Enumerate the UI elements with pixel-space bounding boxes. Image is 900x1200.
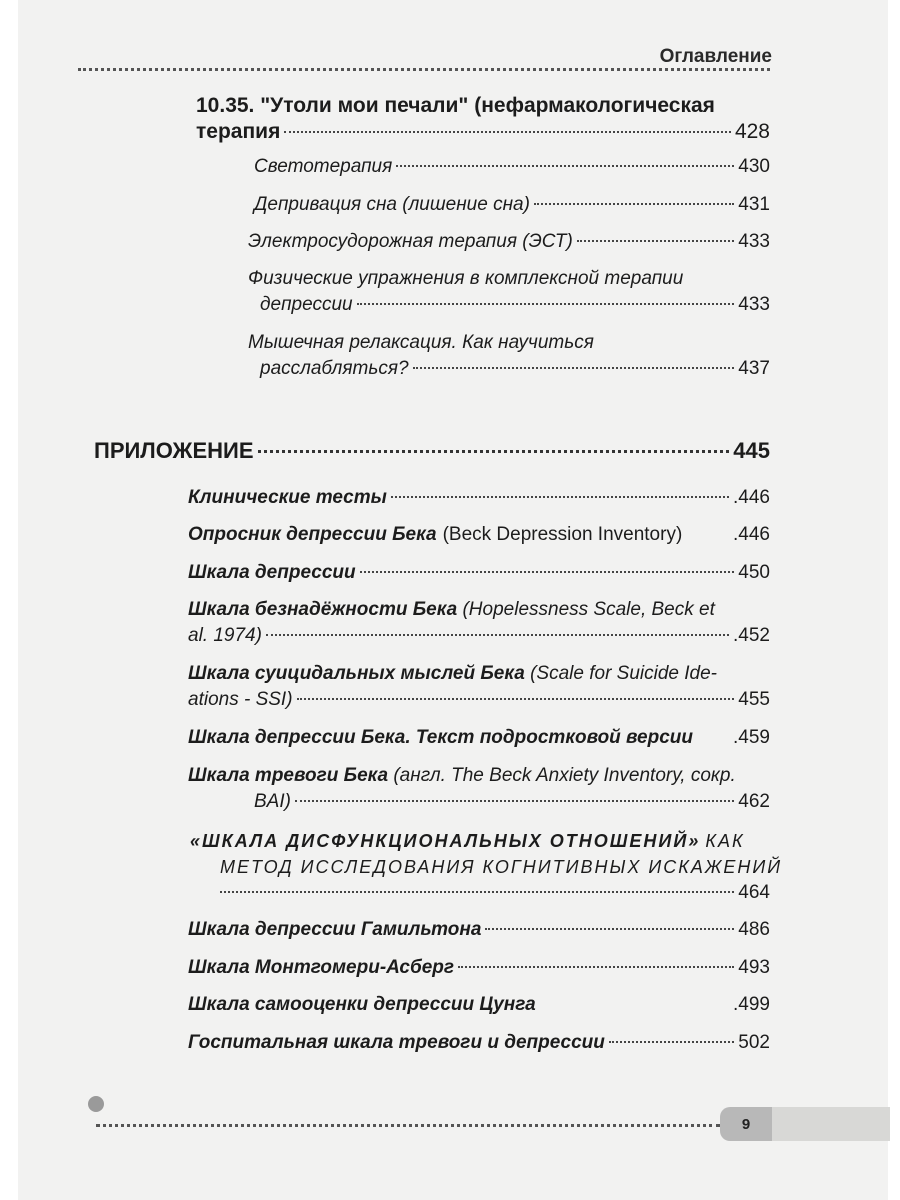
page-number: .452: [733, 625, 770, 646]
toc-entry-title-text: «ШКАЛА ДИСФУНКЦИОНАЛЬНЫХ ОТНОШЕНИЙ»: [190, 831, 701, 851]
toc-entry-title: Шкала самооценки депрессии Цунга: [188, 994, 536, 1015]
toc-entry-title-cont: расслабляться?: [260, 358, 409, 379]
leader-dots: [534, 203, 734, 205]
page-number: 502: [738, 1032, 770, 1053]
page-number: 493: [738, 957, 770, 978]
page-number: 445: [733, 438, 770, 463]
page-number: 464: [738, 882, 770, 903]
toc-entry[interactable]: [260, 356, 770, 382]
page-number: 486: [738, 919, 770, 940]
toc-entry-title[interactable]: Физические упражнения в комплексной терапии: [248, 268, 684, 289]
toc-entry-title-cont: депрессии: [260, 294, 353, 315]
leader-dots: [258, 450, 730, 453]
toc-entry-title: Электросудорожная терапия (ЭСТ): [248, 231, 573, 252]
toc-entry[interactable]: [188, 522, 770, 548]
page-number: .446: [733, 524, 770, 545]
appendix-heading[interactable]: [94, 438, 770, 464]
toc-entry[interactable]: [220, 880, 770, 906]
toc-entry-title[interactable]: Мышечная релаксация. Как научиться: [248, 332, 594, 353]
leader-dots: [396, 165, 734, 167]
page-number: 430: [738, 156, 770, 177]
toc-entry-title[interactable]: [190, 828, 745, 854]
page-number: .499: [733, 994, 770, 1015]
toc-entry-title: Госпитальная шкала тревоги и депрессии: [188, 1032, 605, 1053]
page-number: 437: [738, 358, 770, 379]
leader-dots: [295, 800, 734, 802]
toc-entry-title-tail: КАК: [705, 831, 745, 851]
toc-entry-title-text: Шкала тревоги Бека: [188, 765, 389, 786]
leader-dots: [220, 891, 734, 893]
page-number: 462: [738, 791, 770, 812]
toc-entry[interactable]: [188, 955, 770, 981]
toc-entry[interactable]: [188, 687, 770, 713]
toc-entry-title: Шкала депрессии Бека. Текст подростковой версии: [188, 727, 694, 748]
leader-dots: [609, 1041, 734, 1043]
toc-entry-title-cont: МЕТОД ИССЛЕДОВАНИЯ КОГНИТИВНЫХ ИСКАЖЕНИЙ: [220, 857, 783, 877]
toc-entry[interactable]: [188, 992, 770, 1018]
toc-entry[interactable]: [188, 1030, 770, 1056]
toc-entry-title-cont: BAI): [254, 791, 291, 812]
page-number: .459: [733, 727, 770, 748]
header-divider: [78, 68, 770, 71]
page-number: 428: [734, 120, 770, 143]
decorative-dot: [88, 1096, 104, 1112]
toc-entry-subtitle: (Hopelessness Scale, Beck et: [462, 599, 715, 620]
toc-entry-subtitle: (англ. The Beck Anxiety Inventory, сокр.: [393, 765, 736, 786]
leader-dots: [413, 367, 735, 369]
toc-entry[interactable]: [254, 789, 770, 815]
toc-entry-subtitle: (Beck Depression Inventory): [442, 524, 683, 545]
footer-divider: [96, 1124, 720, 1127]
toc-entry[interactable]: [188, 725, 770, 751]
toc-entry-title[interactable]: [188, 597, 715, 623]
toc-entry-title: Клинические тесты: [188, 487, 387, 508]
page-number: 431: [738, 194, 770, 215]
appendix-title: ПРИЛОЖЕНИЕ: [94, 438, 254, 463]
toc-entry[interactable]: [248, 229, 770, 255]
leader-dots: [391, 496, 729, 498]
leader-dots: [357, 303, 735, 305]
page-number: .446: [733, 487, 770, 508]
toc-entry-title: Шкала депрессии Гамильтона: [188, 919, 482, 940]
toc-entry-title-text: Шкала суицидальных мыслей Бека: [188, 663, 525, 684]
toc-entry-title-text: Шкала безнадёжности Бека: [188, 599, 458, 620]
leader-dots: [360, 571, 735, 573]
toc-entry-title[interactable]: [188, 661, 717, 687]
footer-band: [772, 1107, 890, 1141]
page-number-badge: 9: [720, 1107, 772, 1141]
toc-entry-title: Шкала Монтгомери-Асберг: [188, 957, 455, 978]
page-number: 433: [738, 294, 770, 315]
toc-entry[interactable]: [188, 560, 770, 586]
leader-dots: [458, 966, 734, 968]
toc-entry-title: Светотерапия: [254, 156, 393, 177]
toc-entry-title: Опросник депрессии Бека: [188, 524, 437, 545]
toc-entry[interactable]: [254, 154, 770, 180]
running-header: Оглавление: [659, 46, 772, 67]
toc-entry-subtitle: (Scale for Suicide Ide-: [530, 663, 718, 684]
toc-entry[interactable]: [196, 119, 770, 145]
toc-entry-title: Депривация сна (лишение сна): [254, 194, 530, 215]
page-number: 450: [738, 562, 770, 583]
toc-entry-title: Шкала депрессии: [188, 562, 356, 583]
toc-entry[interactable]: [260, 292, 770, 318]
toc-entry-title-cont: терапия: [196, 120, 281, 143]
toc-entry[interactable]: [254, 192, 770, 218]
toc-entry-title[interactable]: 10.35. "Утоли мои печали" (нефармакологическая: [196, 94, 715, 117]
page-number: 455: [738, 689, 770, 710]
leader-dots: [577, 240, 735, 242]
toc-entry[interactable]: [188, 917, 770, 943]
toc-entry-title-cont: al. 1974): [188, 625, 262, 646]
toc-entry-title[interactable]: [188, 763, 736, 789]
toc-entry[interactable]: [188, 623, 770, 649]
page-number: 433: [738, 231, 770, 252]
leader-dots: [297, 698, 735, 700]
leader-dots: [266, 634, 729, 636]
toc-entry-title-cont: ations - SSI): [188, 689, 293, 710]
leader-dots: [485, 928, 734, 930]
toc-entry[interactable]: [188, 485, 770, 511]
leader-dots: [284, 131, 731, 133]
